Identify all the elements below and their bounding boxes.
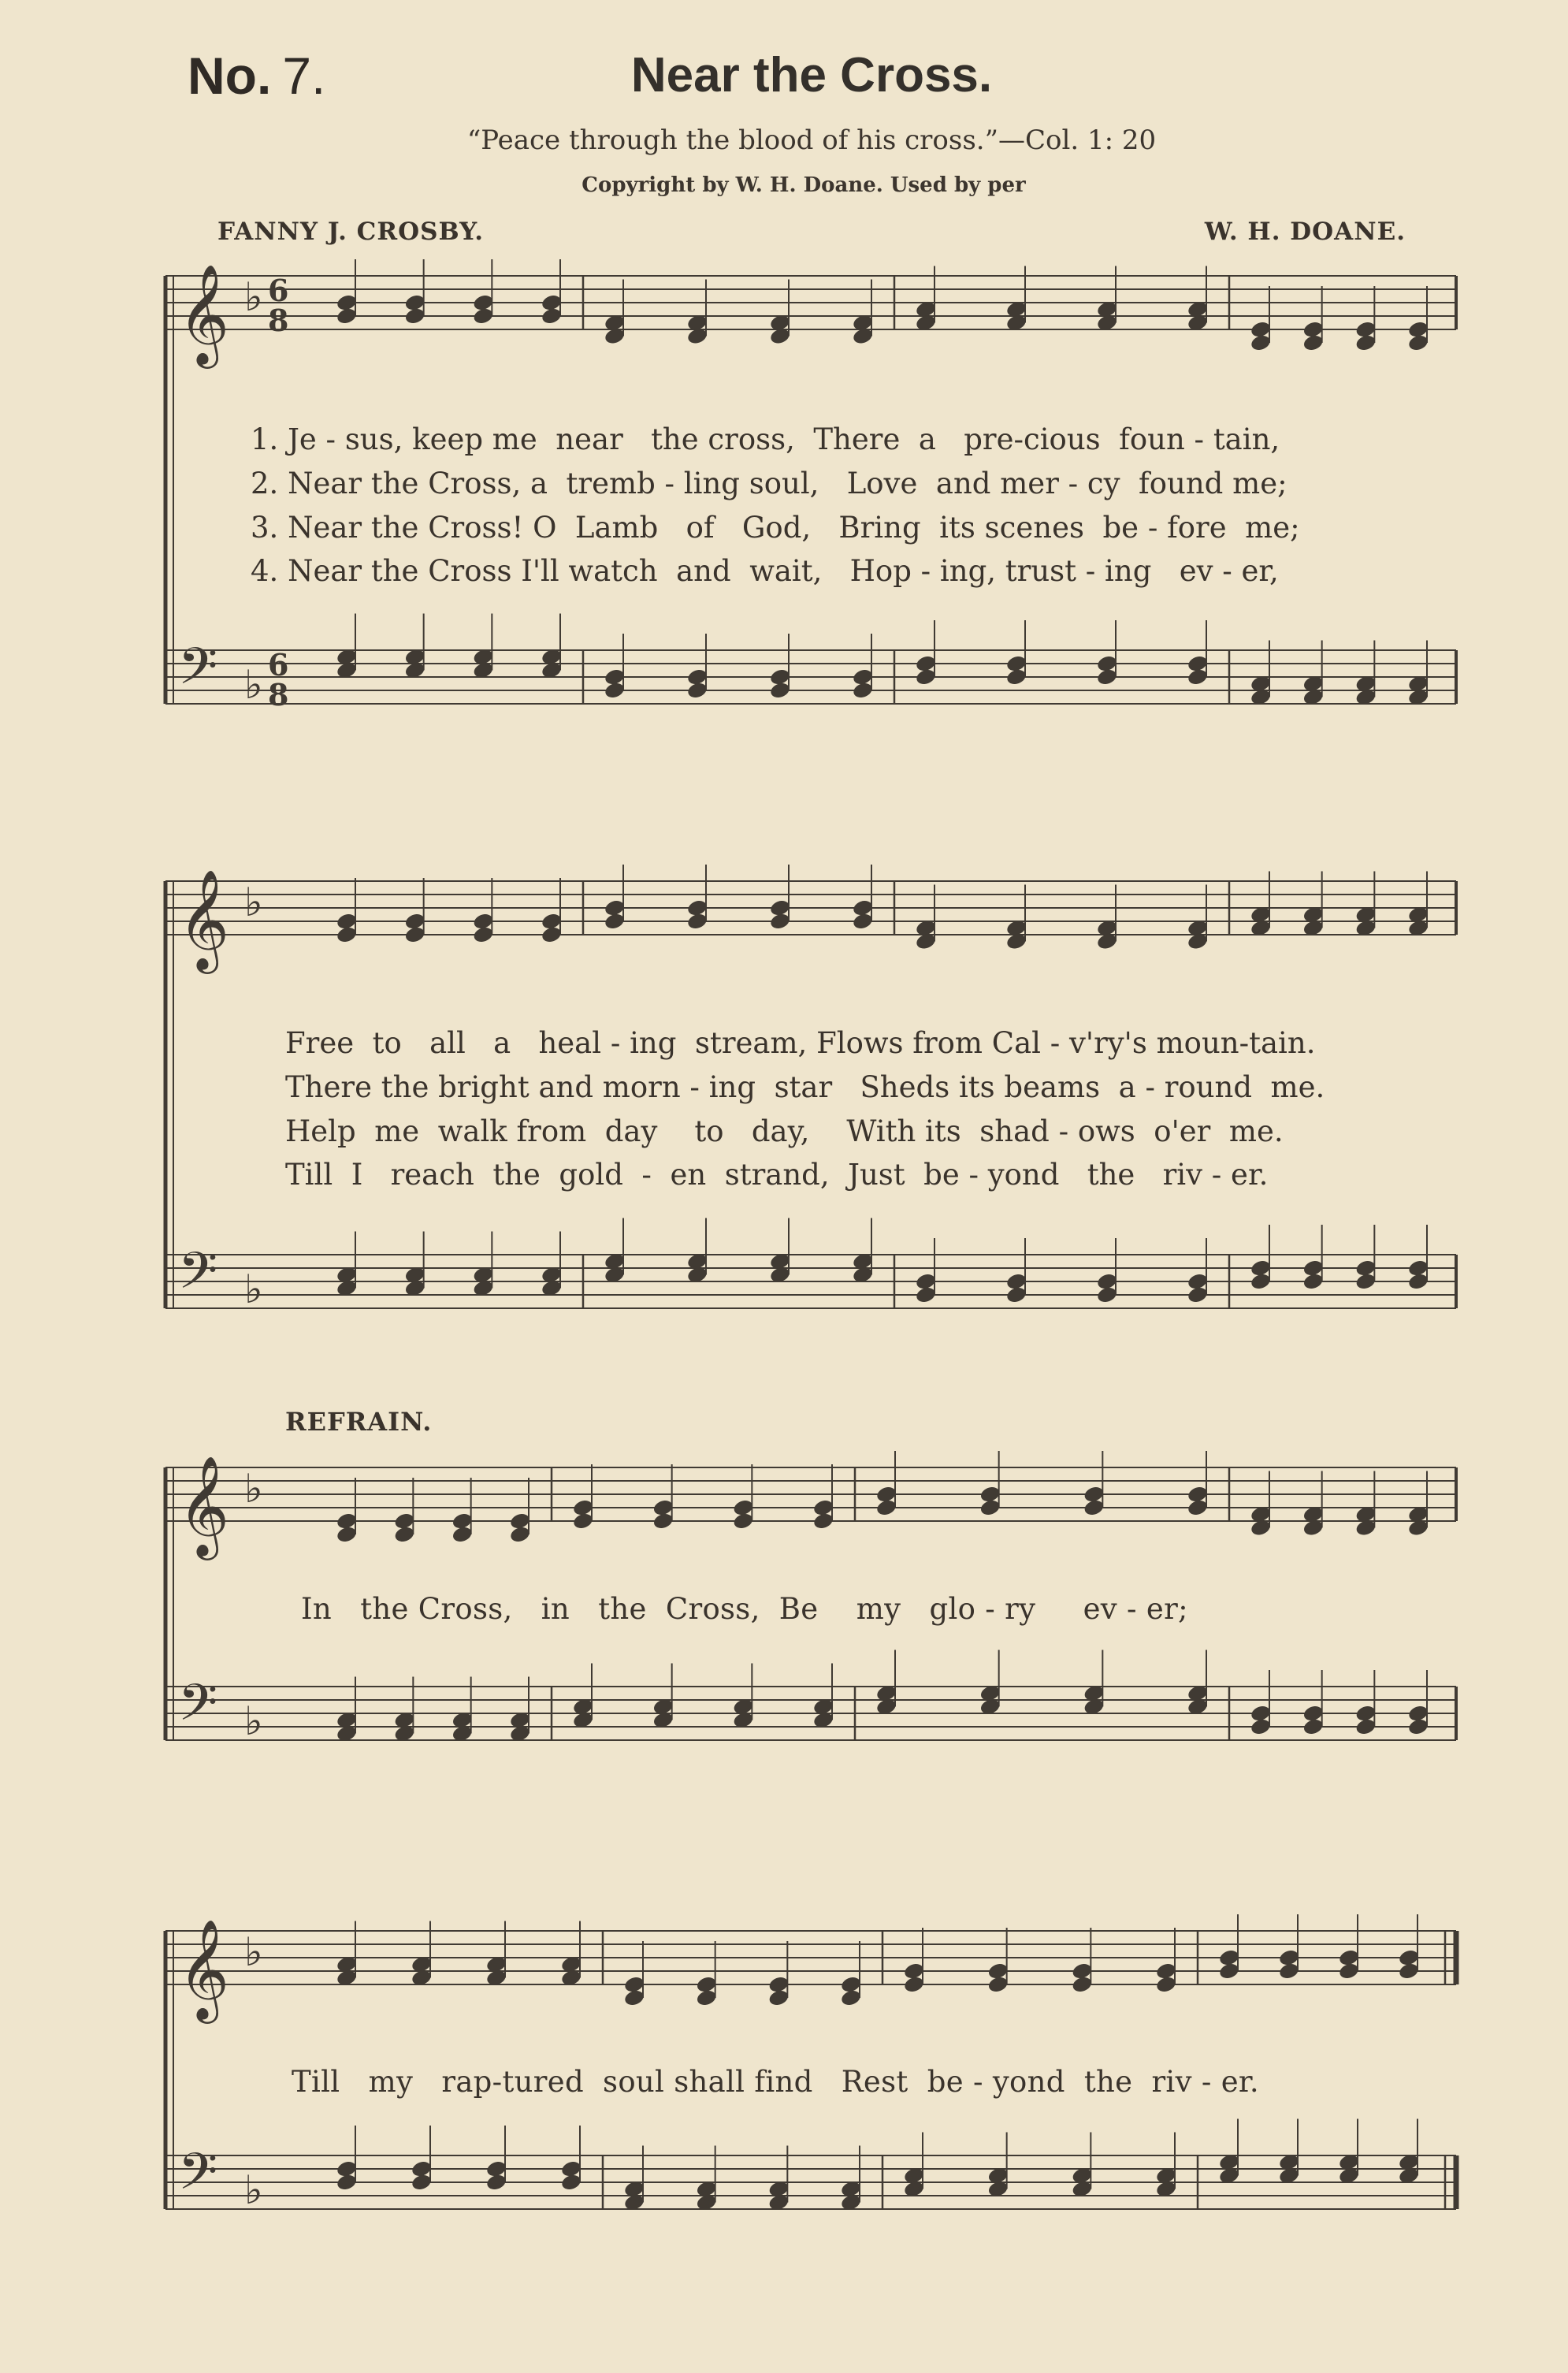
note-head [915,1285,937,1304]
note-head [1005,668,1027,686]
note-head [1083,1498,1105,1517]
note-head [695,1988,717,2007]
note-head [1096,668,1118,686]
copyright-note: Copyright by W. H. Doane. Used by per [581,173,1026,197]
bass-clef-icon: 𝄢 [178,1242,218,1313]
note-head [604,681,626,700]
verse-4-line-a: 4. Near the Cross I'll watch and wait, Hop - ing, trust - ing ev - er, [251,554,1279,588]
time-signature-bottom: 8 [268,303,289,338]
verse-4-line-b: Till I reach the gold - en strand, Just be - yond the riv - er. [285,1158,1269,1192]
flat-key-signature-icon: ♭ [244,1466,263,1512]
note-head [1407,333,1429,352]
note-head [1354,1717,1377,1736]
note-head [767,1988,790,2007]
flat-key-signature-icon: ♭ [244,1266,263,1312]
note-head [875,1498,897,1517]
note-head [840,1988,862,2007]
note-head [393,1525,415,1544]
hymn-title: Near the Cross. [630,48,993,102]
note-head [686,681,708,700]
note-head [979,1498,1001,1517]
note-head [472,925,494,944]
scripture-epigraph: “Peace through the blood of his cross.”—Col. 1: 20 [466,125,1157,156]
lyricist-credit: FANNY J. CROSBY. [217,218,485,246]
note-head [411,2173,433,2192]
note-head [769,681,791,700]
note-head [1302,1272,1324,1291]
note-head [403,307,425,325]
note-head [1071,1975,1093,1994]
treble-clef-icon: 𝄞 [178,1455,230,1556]
note-head [1250,333,1272,352]
note-head [472,307,494,325]
time-signature-top: 6 [268,647,289,683]
note-head [915,668,937,686]
note-head [623,1988,645,2007]
hymn-number-label: No. [188,46,272,105]
note-head [852,912,874,931]
time-signature-top: 6 [268,273,289,308]
bass-clef-icon: 𝄢 [178,1674,218,1745]
note-head [1398,1962,1420,1981]
note-head [336,1525,358,1544]
note-head [1187,1498,1209,1517]
note-head [1218,1962,1240,1981]
bass-clef-icon: 𝄢 [178,638,218,709]
treble-clef-icon: 𝄞 [178,263,230,364]
note-head [769,912,791,931]
bass-clef-icon: 𝄢 [178,2143,218,2214]
treble-clef-icon: 𝄞 [178,868,230,969]
note-head [336,307,358,325]
verse-2-line-b: There the bright and morn - ing star Sheds its beams a - round me. [285,1070,1325,1104]
note-head [541,925,563,944]
note-head [1407,1717,1429,1736]
note-head [987,1975,1009,1994]
flat-key-signature-icon: ♭ [244,274,263,320]
note-head [1250,1717,1272,1736]
flat-key-signature-icon: ♭ [244,2167,263,2213]
verse-3-line-b: Help me walk from day to day, With its shad - ows o'er me. [285,1114,1284,1148]
time-signature-bottom: 8 [268,677,289,712]
note-head [336,2173,358,2192]
note-head [1250,1272,1272,1291]
flat-key-signature-icon: ♭ [244,1929,263,1975]
verse-1-line-b: Free to all a heal - ing stream, Flows from Cal - v'ry's moun-tain. [285,1026,1316,1060]
note-head [686,912,708,931]
flat-key-signature-icon: ♭ [244,1698,263,1744]
flat-key-signature-icon: ♭ [244,662,263,708]
refrain-label: REFRAIN. [285,1407,433,1437]
note-head [403,925,425,944]
note-head [1338,1962,1360,1981]
flat-key-signature-icon: ♭ [244,880,263,925]
note-head [1407,1272,1429,1291]
refrain-lyric-line-1: In the Cross, in the Cross, Be my glo - ry ev - er; [301,1592,1188,1626]
verse-1-line-a: 1. Je - sus, keep me near the cross, There a pre-cious foun - tain, [251,422,1280,456]
note-head [1187,668,1209,686]
note-head [604,912,626,931]
note-head [1005,1285,1027,1304]
note-head [812,1512,834,1531]
composer-credit: W. H. DOANE. [1204,218,1406,246]
note-head [560,2173,582,2192]
note-head [509,1525,531,1544]
note-head [572,1512,594,1531]
note-head [1302,1717,1324,1736]
note-head [732,1512,754,1531]
note-head [852,681,874,700]
verse-2-line-a: 2. Near the Cross, a tremb - ling soul, Love and mer - cy found me; [251,467,1287,500]
refrain-lyric-line-2: Till my rap-tured soul shall find Rest be - yond the riv - er. [292,2065,1259,2099]
hymn-number-value: 7. [282,46,326,105]
note-head [1278,1962,1300,1981]
treble-clef-icon: 𝄞 [178,1918,230,2019]
note-head [1302,333,1324,352]
note-head [1096,1285,1118,1304]
note-head [451,1525,473,1544]
note-head [541,307,563,325]
note-head [485,2173,507,2192]
note-head [1354,1272,1377,1291]
note-head [652,1512,674,1531]
note-head [1187,1285,1209,1304]
verse-3-line-a: 3. Near the Cross! O Lamb of God, Bring its scenes be - fore me; [251,511,1300,545]
note-head [1155,1975,1177,1994]
note-head [336,925,358,944]
note-head [1354,333,1377,352]
note-head [903,1975,925,1994]
